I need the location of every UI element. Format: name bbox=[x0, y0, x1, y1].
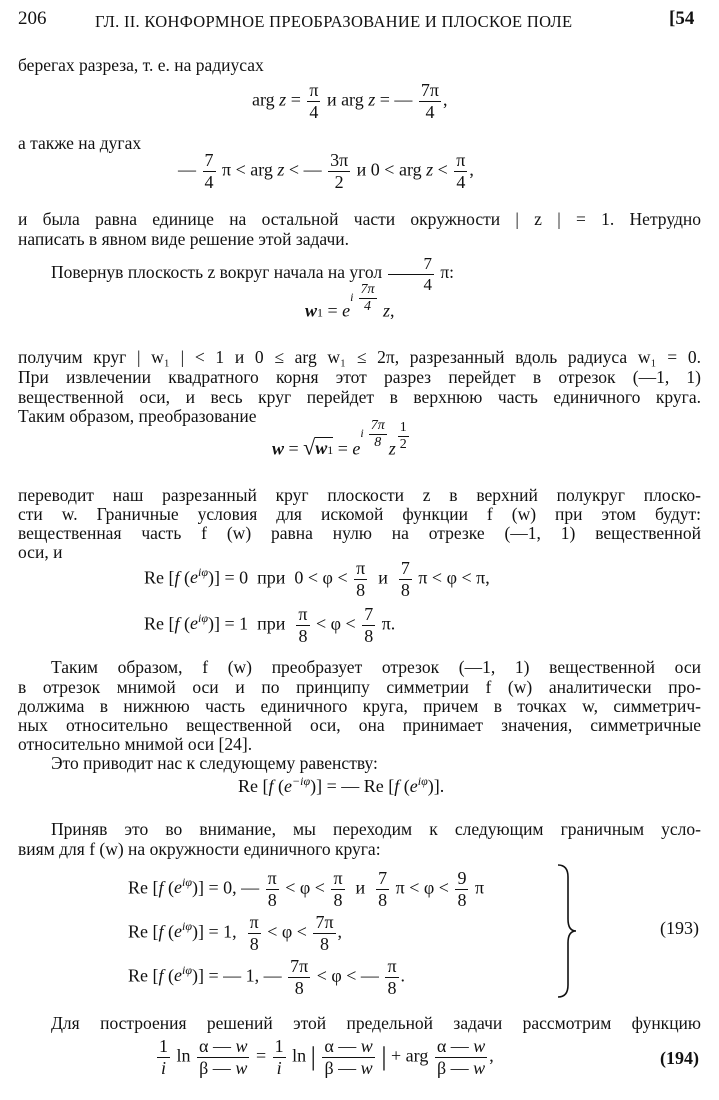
equation-number-193: (193) bbox=[660, 918, 699, 938]
section-number: [54 bbox=[669, 8, 695, 29]
text-line: получим круг | w₁ | < 1 и 0 ≤ arg w₁ ≤ 2π, разрезанный вдоль радиуса w₁ = 0. bbox=[18, 347, 701, 367]
equation-radii: arg z = $\frac{\pi}{4}$ и arg z = — $\frac{7\pi}{4}$ , bbox=[252, 80, 448, 122]
text-line: написать в явном виде решение этой задачи. bbox=[18, 229, 350, 249]
equation-194: $\frac{1}{i}$ ln $\frac{\alpha — w}{\beta — w}$ = $\frac{1}{i}$ ln | $\frac{\alpha — w}{\beta — w}$ | + arg $\frac{\alpha — w}{\beta — w}$ , bbox=[159, 1036, 494, 1078]
text-line: Таким образом, преобразование bbox=[18, 406, 257, 426]
page-number: 206 bbox=[18, 8, 47, 29]
text-line: виям для f (w) на окружности единичного круга: bbox=[18, 839, 381, 859]
text-line: ных относительно вещественной оси, она принимает значения, симметричные bbox=[18, 715, 701, 735]
equation-rotation: $w1 = e^{i \frac{7\pi}{4}}$ z, bbox=[305, 282, 395, 321]
equation-193-line-2: Re [f $(e^{i\varphi})] = 1$, $\frac{\pi}{8}$ < φ < $\frac{7\pi}{8}$ , bbox=[128, 912, 343, 954]
equation-193-line-1: Re [f $(e^{i\varphi})] = 0$, — $\frac{\pi}{8}$ < φ < $\frac{\pi}{8}$ и $\frac{7}{8}$ π < φ < $\frac{9}{8}$ π bbox=[128, 868, 485, 910]
text-line: вещественной оси, и весь круг перейдет в верхнюю часть единичного круга. bbox=[18, 387, 701, 407]
text-line: сти w. Граничные условия для искомой функции f (w) при этом будут: bbox=[18, 504, 701, 524]
text-line: Повернув плоскость z вокруг начала на угол $\frac{7}{4}$ π: bbox=[51, 254, 455, 294]
text-line: в отрезок мнимой оси и по принципу симметрии f (w) аналитически про- bbox=[18, 677, 701, 697]
right-brace bbox=[556, 863, 578, 999]
running-title: ГЛ. II. КОНФОРМНОЕ ПРЕОБРАЗОВАНИЕ И ПЛОСКОЕ ПОЛЕ bbox=[95, 12, 573, 31]
text-line: Таким образом, f (w) преобразует отрезок (—1, 1) вещественной оси bbox=[51, 657, 701, 677]
equation-symmetry: Re [f $(e^{-i\varphi})$] = — Re [f $(e^{i\varphi})$]. bbox=[238, 774, 445, 796]
equation-193-line-3: Re [f $(e^{i\varphi})$] = — 1, — $\frac{7\pi}{8}$ < φ < — $\frac{\pi}{8}$ . bbox=[128, 956, 406, 998]
text-line: вещественная часть f (w) равна нулю на отрезке (—1, 1) вещественной bbox=[18, 523, 701, 543]
text-line: Для построения решений этой предельной задачи рассмотрим функцию bbox=[51, 1013, 701, 1033]
equation-arcs: — $\frac{7}{4}$ π < arg z < — $\frac{3\pi}{2}$ и 0 < arg z < $\frac{\pi}{4}$ , bbox=[178, 150, 474, 192]
text-line: оси, и bbox=[18, 542, 63, 562]
text-line: а также на дугах bbox=[18, 133, 142, 153]
equation-boundary-2: Re [f $(e^{i\varphi})] = 1$ при $\frac{\pi}{8}$ < φ < $\frac{7}{8}$ π. bbox=[144, 604, 396, 646]
equation-number-194: (194) bbox=[660, 1048, 699, 1068]
text-line: берегах разреза, т. е. на радиусах bbox=[18, 55, 264, 75]
text-line: должима в нижнюю часть единичного круга, причем в точках w, симметрич- bbox=[18, 696, 701, 716]
equation-sqrt: $w = √w1 = e^{i \frac{7\pi}{8}}$ z $^{\frac{1}{2}}$ bbox=[272, 418, 407, 460]
text-line: переводит наш разрезанный круг плоскости z в верхний полукруг плоско- bbox=[18, 485, 701, 505]
text-line: и была равна единице на остальной части окружности | z | = 1. Нетрудно bbox=[18, 209, 701, 229]
equation-boundary-1: Re [f $(e^{i\varphi})] = 0$ при 0 < φ < $\frac{\pi}{8}$ и $\frac{7}{8}$ π < φ < π, bbox=[144, 558, 490, 600]
text-line: Приняв это во внимание, мы переходим к следующим граничным усло- bbox=[51, 819, 701, 839]
text-line: Это приводит нас к следующему равенству: bbox=[51, 753, 378, 773]
text-line: относительно мнимой оси [24]. bbox=[18, 734, 253, 754]
text-line: При извлечении квадратного корня этот разрез перейдет в отрезок (—1, 1) bbox=[18, 367, 701, 387]
